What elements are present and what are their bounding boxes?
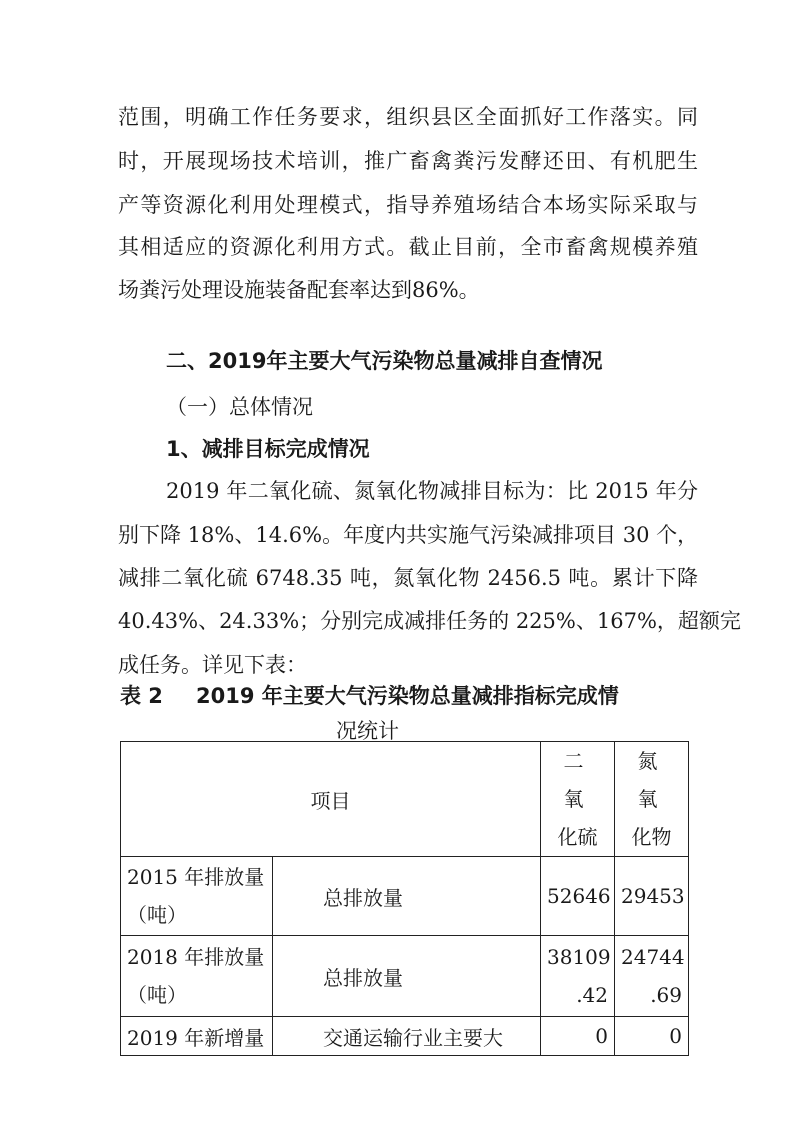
paragraph-line: 产等资源化利用处理模式，指导养殖场结合本场实际采取与 — [118, 193, 698, 217]
header-nox-line2: 化物 — [631, 825, 672, 849]
row-sub-cell — [273, 1017, 541, 1056]
paragraph-line: 40.43%、24.33%；分别完成减排任务的 225%、167%，超额完 — [118, 609, 741, 633]
row-label-cell — [121, 936, 273, 1017]
row-sub-text: 总排放量 — [323, 965, 403, 990]
paragraph-line: 范围，明确工作任务要求，组织县区全面抓好工作落实。同 — [118, 105, 698, 129]
row-sub-cell — [273, 857, 541, 936]
row-label-cell: 2019 年新增量 — [121, 1017, 273, 1056]
row-nox-cell: 0 — [615, 1017, 689, 1056]
row-so2-line2: .42 — [576, 983, 608, 1007]
row-sub-text: 交通运输行业主要大 — [323, 1025, 503, 1050]
paragraph-line: 其相适应的资源化利用方式。截止目前，全市畜禽规模养殖 — [118, 235, 698, 259]
paragraph-line: 场粪污处理设施装备配套率达到86%。 — [118, 278, 480, 302]
section-heading: 二、2019年主要大气污染物总量减排自查情况 — [166, 349, 603, 373]
row-label-cell — [121, 857, 273, 936]
row-sub-text: 总排放量 — [323, 885, 403, 910]
row-so2-cell — [541, 936, 615, 1017]
header-so2-line2: 化硫 — [557, 825, 598, 849]
row-so2-cell: 0 — [541, 1017, 615, 1056]
header-nox-cell — [615, 742, 689, 857]
row-nox-cell: 29453 — [615, 857, 689, 936]
paragraph-line: 减排二氧化硫 6748.35 吨，氮氧化物 2456.5 吨。累计下降 — [118, 566, 698, 590]
row-nox-line2: .69 — [650, 983, 682, 1007]
paragraph-line: 时，开展现场技术培训，推广畜禽粪污发酵还田、有机肥生 — [118, 149, 698, 173]
row-so2-cell: 52646 — [541, 857, 615, 936]
row-sub-cell — [273, 936, 541, 1017]
paragraph-line: 成任务。详见下表： — [118, 653, 307, 677]
row-label-line1: 2018 年排放量 — [127, 945, 265, 969]
table-caption-title-cont: 况统计 — [336, 719, 399, 743]
item-heading: 1、减排目标完成情况 — [166, 437, 370, 461]
paragraph-line: 别下降 18%、14.6%。年度内共实施气污染减排项目 30 个， — [118, 523, 699, 547]
row-nox-line1: 24744 — [621, 945, 685, 969]
header-nox-line1: 氮 氧 — [637, 749, 666, 811]
row-nox-cell — [615, 936, 689, 1017]
subsection-heading: （一）总体情况 — [166, 395, 313, 419]
paragraph-line: 2019 年二氧化硫、氮氧化物减排目标为：比 2015 年分 — [166, 479, 698, 503]
header-so2-line1: 二 氧 — [563, 749, 592, 811]
table-row — [121, 1017, 689, 1056]
table-caption-title: 2019 年主要大气污染物总量减排指标完成情 — [196, 684, 619, 708]
row-label-line2: （吨） — [127, 903, 187, 927]
row-so2-line1: 38109 — [547, 945, 611, 969]
header-item-cell: 项目 — [121, 742, 541, 857]
emissions-table — [120, 741, 689, 1056]
table-caption-label: 表 2 — [120, 684, 163, 708]
table-row — [121, 857, 689, 936]
row-label-line1: 2015 年排放量 — [127, 865, 265, 889]
table-header-row — [121, 742, 689, 857]
header-so2-cell — [541, 742, 615, 857]
table-row — [121, 936, 689, 1017]
row-label-line2: （吨） — [127, 983, 187, 1007]
